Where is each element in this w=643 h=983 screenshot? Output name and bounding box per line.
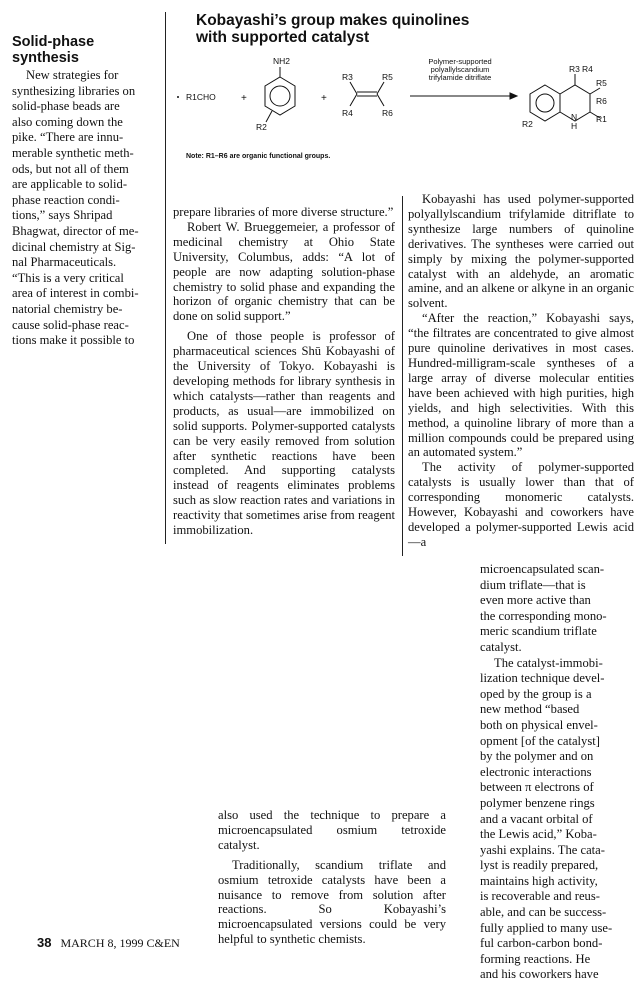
narrow-line: yashi explains. The cata- xyxy=(480,842,605,857)
narrow-line: both on physical envel- xyxy=(480,717,598,732)
narrow-line: between π electrons of xyxy=(480,780,594,795)
arrow-label-3: trifylamide ditriflate xyxy=(428,73,492,82)
narrow-line: and his coworkers have xyxy=(480,967,599,982)
sidebar-line: synthesizing libraries on xyxy=(12,83,136,98)
sidebar-line: phase reaction condi- xyxy=(12,192,120,207)
narrow-line: even more active than xyxy=(480,593,591,608)
plus-sign-2: + xyxy=(321,93,327,104)
narrow-line: maintains high activity, xyxy=(480,873,598,888)
box-title-line-1: Kobayashi’s group makes quinolines xyxy=(196,12,470,29)
sidebar-line: New strategies for xyxy=(26,68,119,82)
narrow-line: forming reactions. He xyxy=(480,951,591,966)
narrow-line: catalyst. xyxy=(480,639,522,654)
product-h-label: H xyxy=(571,121,578,131)
narrow-line: able, and can be success- xyxy=(480,905,607,920)
narrow-line: The catalyst-immobi- xyxy=(494,655,603,670)
sidebar-line: nal Pharmaceuticals. xyxy=(12,255,117,270)
product-r6: R6 xyxy=(596,96,607,106)
sidebar-line: also coming down the xyxy=(12,114,123,129)
narrow-lines xyxy=(480,562,634,983)
page-footer xyxy=(37,935,180,951)
narrow-line: the corresponding mono- xyxy=(480,608,607,623)
product-r1: R1 xyxy=(596,114,607,124)
lower-paragraph-2: Traditionally, scandium triflate and osmium tetroxide catalysts have been a nuisance to remove from solution after reactions. So Kobayashi’s microencapsulated versions could be very helpful to synthetic chemists. xyxy=(218,857,446,947)
narrow-line: the Lewis acid,” Koba- xyxy=(480,827,597,842)
arrow-label-2: polyallylscandium xyxy=(430,65,490,74)
box-title xyxy=(196,12,636,46)
amine-label: NH2 xyxy=(273,56,291,66)
sidebar-line: natorial chemistry be- xyxy=(12,301,123,316)
narrow-line: by the polymer and on xyxy=(480,749,594,764)
sidebar-body xyxy=(12,68,162,349)
product-r5: R5 xyxy=(596,78,607,88)
product-r2: R2 xyxy=(522,119,533,129)
sidebar-line: merable synthetic meth- xyxy=(12,145,134,160)
alkene-r4: R4 xyxy=(342,108,353,118)
narrow-line: oped by the group is a xyxy=(480,686,592,701)
alkene-r3: R3 xyxy=(342,72,353,82)
reaction-arrow xyxy=(410,93,517,99)
aldehyde-label: R1CHO xyxy=(186,92,216,102)
col2-paragraph-3: One of those people is professor of pharmaceutical sciences Shū Kobayashi of the University of Tokyo. Kobayashi is developing methods for library synthesis in which catalysts—rather than reagents and products, as usual—are immobilized on solid supports. Polymer-supported catalysts can be very easily removed from solution after synthetic reactions have been completed. And supporting catalysts instead of reagents eliminates problems such as slow reaction rates and variations in reactivity that sometimes arise from reagent immobilization. xyxy=(173,329,395,538)
column-2 xyxy=(173,205,395,538)
alkene-r6: R6 xyxy=(382,108,393,118)
sidebar-heading-line-1: Solid-phase xyxy=(12,34,95,50)
alkene-r5: R5 xyxy=(382,72,393,82)
column-rule-2 xyxy=(402,196,403,556)
col3-paragraph-3: The activity of polymer-supported catalysts is usually lower than that of corresponding monomeric catalysts. However, Kobayashi and coworkers have developed a polymer-supported Lewis acid—a xyxy=(408,460,634,549)
quinoline-structure xyxy=(530,74,600,121)
plus-sign-1: + xyxy=(241,93,247,104)
sidebar-lines xyxy=(12,68,162,349)
sidebar-line: tions,” says Shripad xyxy=(12,208,113,223)
sidebar-line: are applicable to solid- xyxy=(12,177,128,192)
lower-paragraph-1: also used the technique to prepare a microencapsulated osmium tetroxide catalyst. xyxy=(218,808,446,852)
narrow-line: ful carbon-carbon bond- xyxy=(480,936,603,951)
narrow-line: and a vacant orbital of xyxy=(480,811,593,826)
amine-r-label: R2 xyxy=(256,122,267,132)
arrow-label-1: Polymer-supported xyxy=(428,57,492,66)
scheme-note: Note: R1–R6 are organic functional groups. xyxy=(186,153,331,160)
sidebar-line: Bhagwat, director of me- xyxy=(12,223,139,238)
sidebar-line: ods, but not all of them xyxy=(12,161,129,176)
alkene-structure xyxy=(350,82,384,106)
sidebar-line: area of interest in combi- xyxy=(12,286,139,301)
sidebar-heading-line-2: synthesis xyxy=(12,50,79,66)
narrow-line: electronic interactions xyxy=(480,764,592,779)
narrow-line: dium triflate—that is xyxy=(480,577,586,592)
sidebar-line: solid-phase beads are xyxy=(12,99,120,114)
narrow-line: polymer benzene rings xyxy=(480,795,595,810)
col3-paragraph-1: Kobayashi has used polymer-supported polyallylscandium trifylamide ditriflate to synthesize large numbers of quinoline derivatives. The syntheses were carried out simply by mixing the polymer-supported catalyst with an aldehyde, an aromatic amine, and an alkene or alkyne in an organic solvent. xyxy=(408,192,634,311)
narrow-line: is recoverable and reus- xyxy=(480,889,600,904)
narrow-line: lization technique devel- xyxy=(480,671,605,686)
page-number: 38 xyxy=(37,935,52,950)
narrow-line: microencapsulated scan- xyxy=(480,562,605,576)
sidebar-line: cause solid-phase reac- xyxy=(12,317,129,332)
sidebar-line: “This is a very critical xyxy=(12,270,124,285)
col2-paragraph-1: prepare libraries of more diverse structure.” xyxy=(173,205,394,219)
narrow-line: lyst is readily prepared, xyxy=(480,858,599,873)
reaction-scheme xyxy=(170,50,640,150)
product-r4: R4 xyxy=(582,64,593,74)
narrow-line: new method “based xyxy=(480,702,580,717)
column-rule-1 xyxy=(165,12,166,544)
column-3 xyxy=(408,192,634,550)
product-n-label: N xyxy=(571,112,578,122)
aniline-structure xyxy=(265,67,295,122)
col2-paragraph-2: Robert W. Brueggemeier, a professor of medicinal chemistry at Ohio State University, Columbus, adds: “A lot of people are now adapting solution-phase chemistry to solid phase and expanding the horizon of organic chemistry that can be done on solid support.” xyxy=(173,219,395,324)
product-r3: R3 xyxy=(569,64,580,74)
sidebar-line: dicinal chemistry at Sig- xyxy=(12,239,136,254)
box-title-line-2: with supported catalyst xyxy=(196,29,370,46)
sidebar-line: tions make it possible to xyxy=(12,333,135,348)
sidebar-heading xyxy=(12,34,162,66)
issue-label: MARCH 8, 1999 C&EN xyxy=(60,936,180,950)
narrow-column xyxy=(480,562,634,983)
narrow-line: meric scandium triflate xyxy=(480,624,597,639)
sidebar-line: pike. “There are innu- xyxy=(12,130,124,145)
lower-column xyxy=(218,808,446,947)
narrow-line: fully applied to many use- xyxy=(480,920,613,935)
narrow-line: opment [of the catalyst] xyxy=(480,733,600,748)
col3-paragraph-2: “After the reaction,” Kobayashi says, “the filtrates are concentrated to give almost pure quinoline derivatives in most cases. Hundred-milligram-scale syntheses of a large array of diverse molecular entities have been achieved with high purities, high yields, and high selectivities. With this method, a quinoline library of more than a million compounds could be prepared using an automated system.” xyxy=(408,311,634,460)
